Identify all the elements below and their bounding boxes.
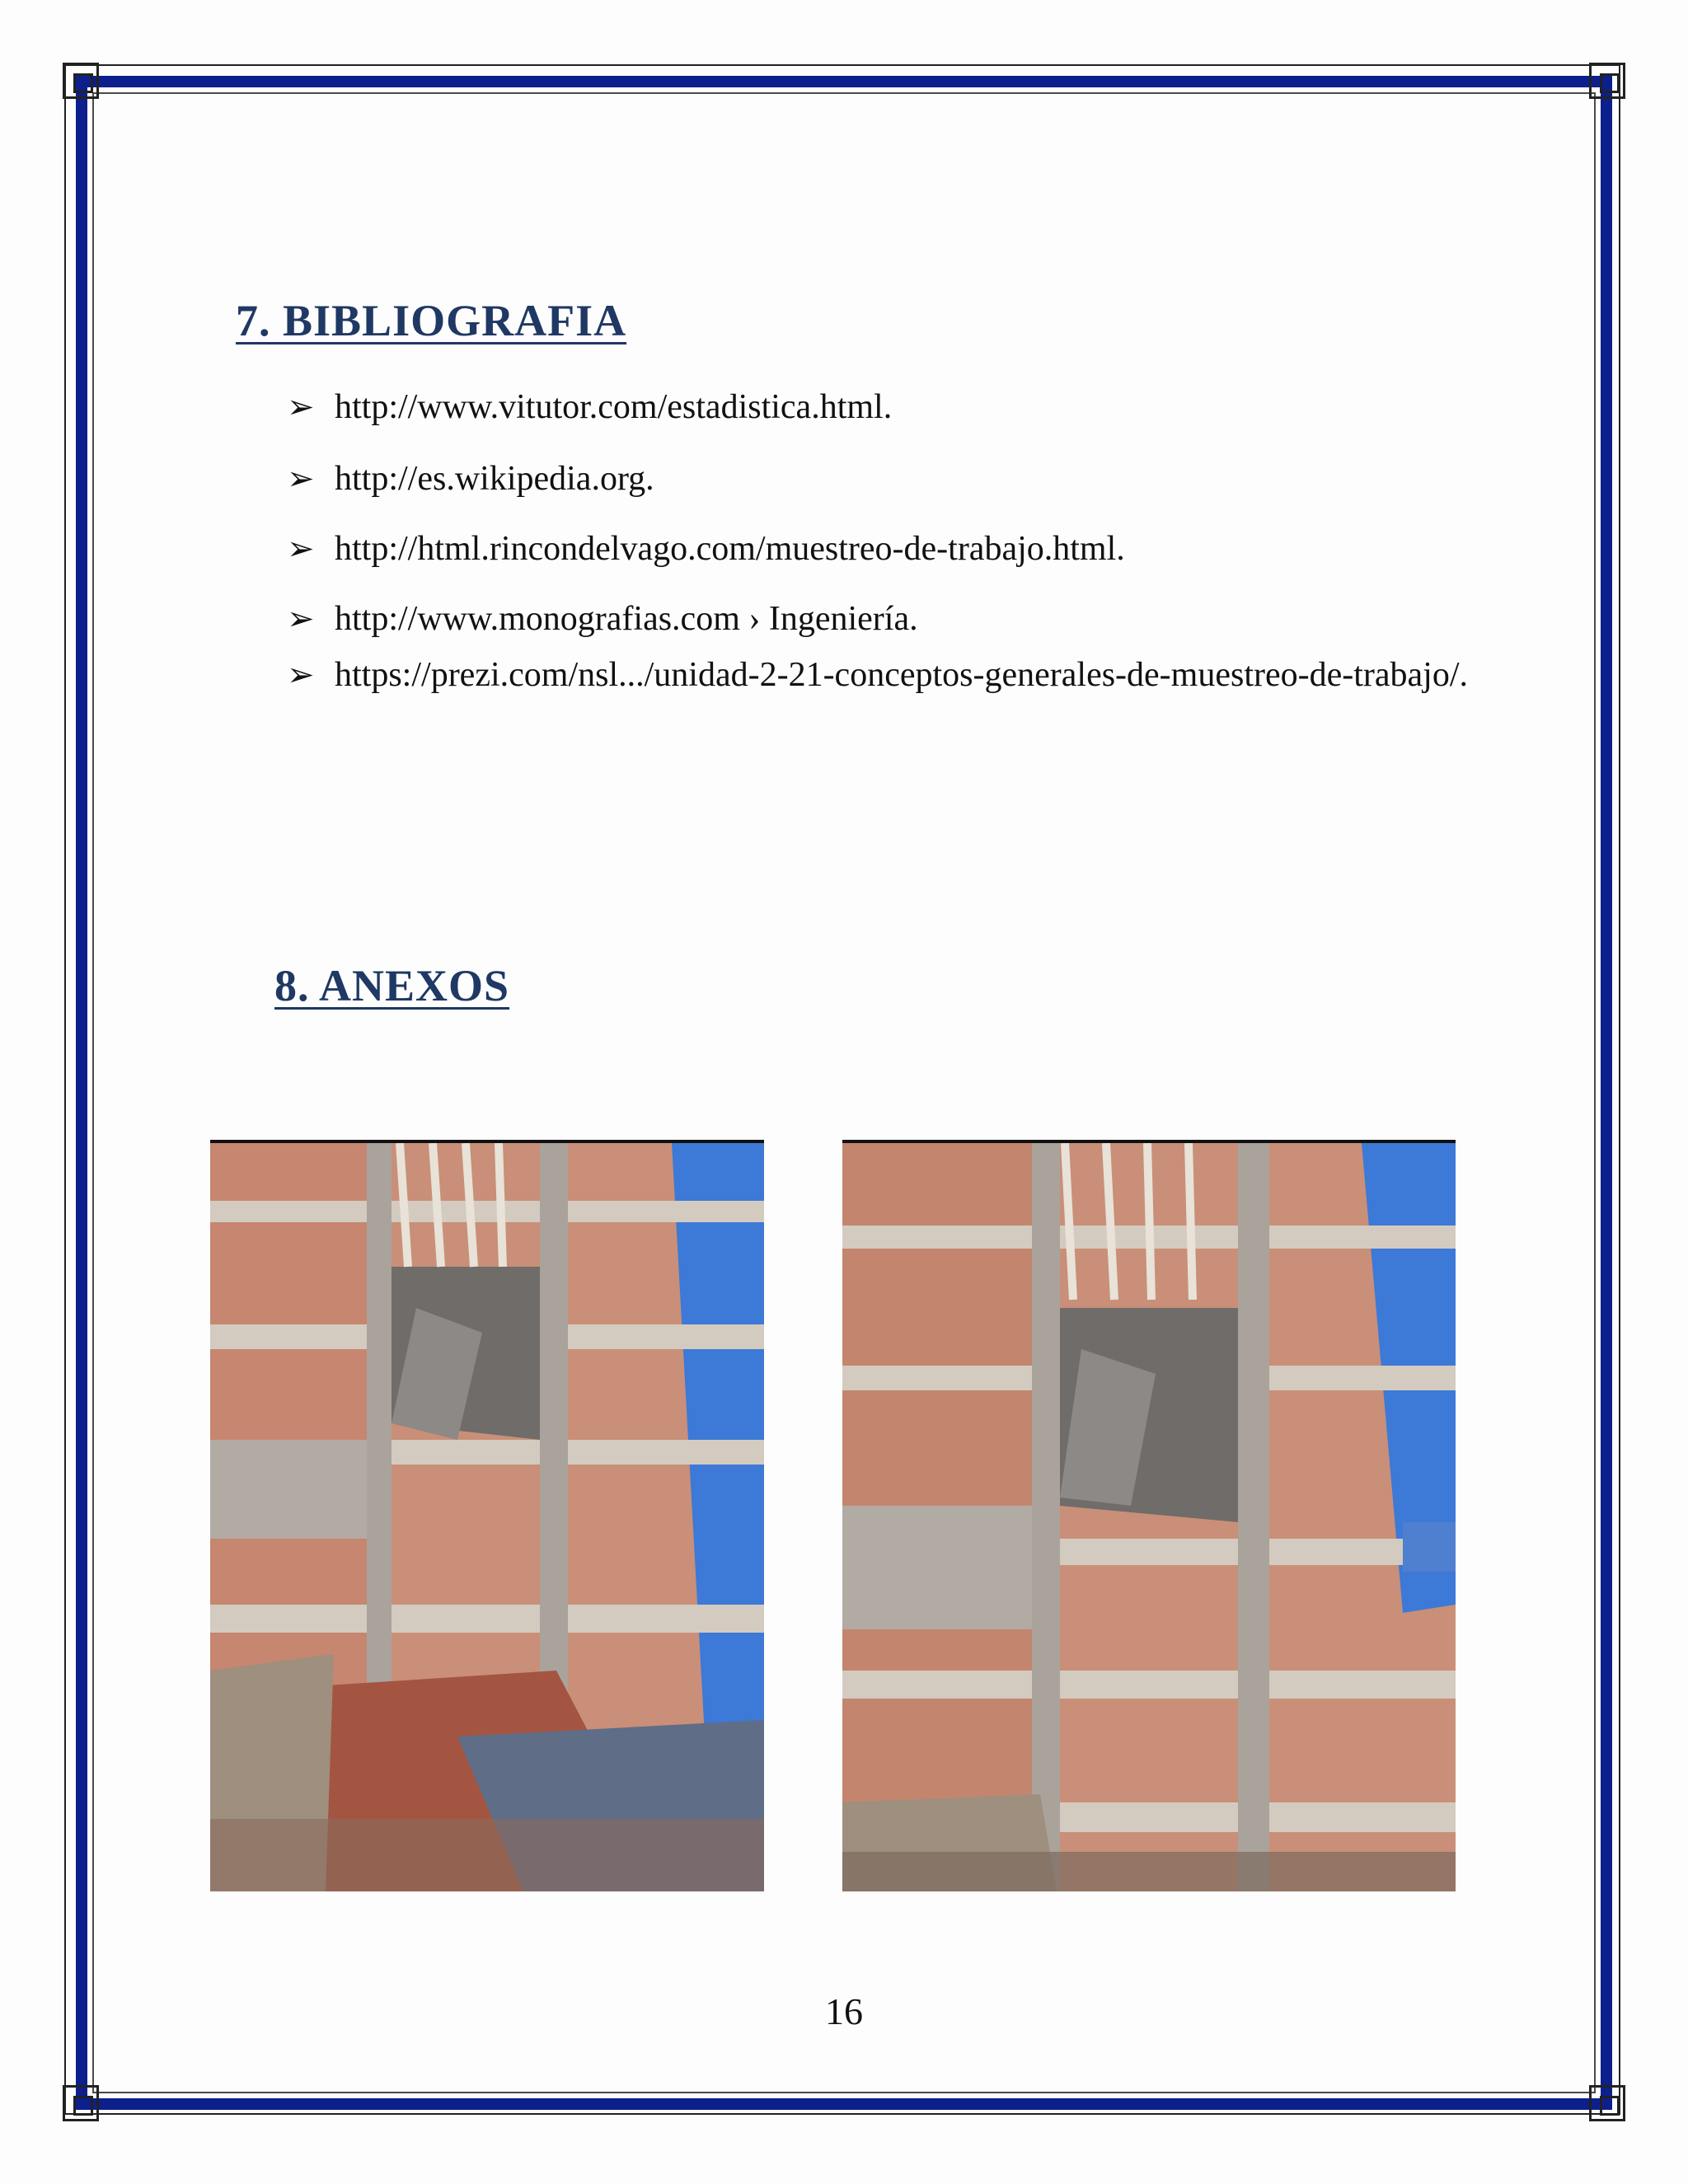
arrow-bullet-icon: ➢ xyxy=(287,460,315,497)
page-number: 16 xyxy=(825,1990,863,2032)
border-corner-ornament xyxy=(1589,2085,1625,2121)
reference-link[interactable]: http://www.vitutor.com/estadistica.html. xyxy=(335,388,893,426)
border-corner-ornament xyxy=(63,63,99,99)
annexes-heading: 8. ANEXOS xyxy=(274,961,510,1010)
reference-link[interactable]: http://es.wikipedia.org. xyxy=(335,460,654,498)
border-corner-ornament xyxy=(1589,63,1625,99)
construction-photo-2 xyxy=(842,1140,1456,1891)
border-corner-ornament xyxy=(63,2085,99,2121)
arrow-bullet-icon: ➢ xyxy=(287,600,315,637)
reference-link[interactable]: http://html.rincondelvago.com/muestreo-de-trabajo.html. xyxy=(335,530,1125,568)
bibliography-heading: 7. BIBLIOGRAFIA xyxy=(236,296,627,345)
arrow-bullet-icon: ➢ xyxy=(287,656,315,693)
construction-photo-1 xyxy=(210,1140,764,1891)
arrow-bullet-icon: ➢ xyxy=(287,388,315,425)
reference-link[interactable]: https://prezi.com/nsl.../unidad-2-21-conceptos-generales-de-muestreo-de-trabajo/. xyxy=(335,656,1469,694)
arrow-bullet-icon: ➢ xyxy=(287,530,315,567)
reference-link[interactable]: http://www.monografias.com › Ingeniería. xyxy=(335,600,918,638)
